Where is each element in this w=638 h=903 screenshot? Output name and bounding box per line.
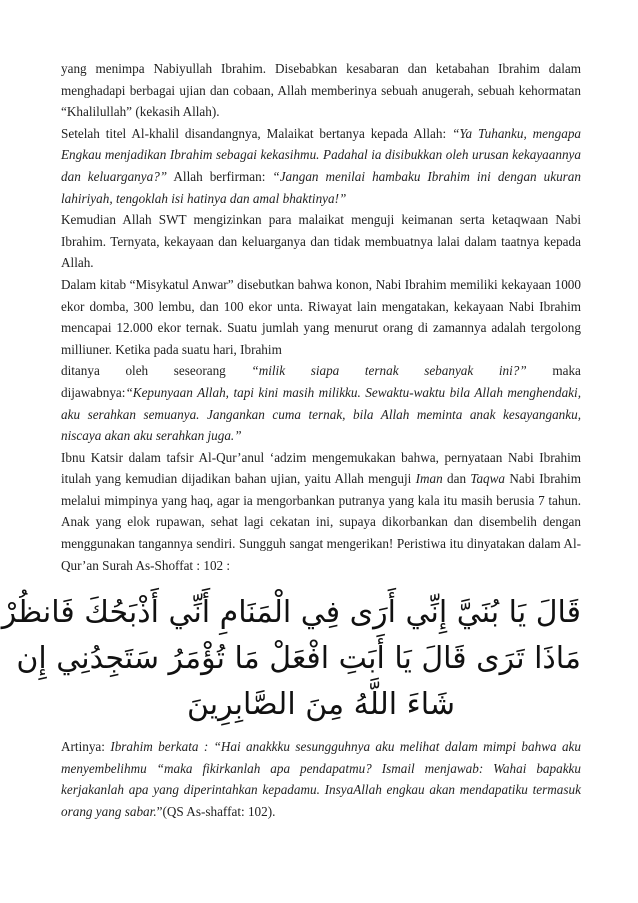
quran-verse [1, 590, 581, 728]
document-page [1, 58, 582, 823]
quote-word: ternak [364, 363, 399, 379]
paragraph-text: Setelah titel Al-khalil disandangnya, Malaikat bertanya kepada Allah: [61, 125, 453, 141]
quote-word: siapa [310, 363, 340, 379]
quran-verse-line-2: مَاذَا تَرَى قَالَ يَا أَبَتِ افْعَلْ مَا تُؤْمَرُ سَتَجِدُنِي إِن [16, 641, 581, 677]
translation-text: Ibrahim berkata : “Hai anakkku sesungguhnya aku melihat dalam mimpi bahwa aku menyembelihmu “maka fikirkanlah apa pendapatmu? Ismail menjawab: Wahai bapakku kerjakanlah apa yang diperintahkan kepadamu. InsyaAllah engkau akan mendapatiku termasuk orang yang sabar. [61, 739, 581, 820]
translation-citation: ”(QS As-shaffat: 102). [156, 804, 276, 820]
paragraph-text: Dalam kitab “Misykatul Anwar” disebutkan bahwa konon, Nabi Ibrahim memiliki kekayaan 1000 ekor domba, 300 lembu, dan 100 ekor unta. Riwayat lain mengatakan, kekayaan Nabi Ibrahim mencapai 12.000 ekor ternak. Suatu jumlah yang menurut orang di zamannya adalah tergolong milliuner. Ketika pada suatu hari, Ibrahim [61, 276, 581, 357]
word: maka [552, 363, 581, 379]
word: seseorang [173, 363, 226, 379]
quote-word: sebanyak [424, 363, 474, 379]
quran-verse-line-3: شَاءَ اللَّهُ مِنَ الصَّابِرِينَ [186, 687, 456, 723]
paragraph-text: dijawabnya: [61, 384, 126, 400]
translation-label: Artinya: [61, 739, 111, 755]
angels-question-quote: “Ya Tuhanku, mengapa Engkau menjadikan Ibrahim sebagai kekasihmu. Padahal ia disibukkan oleh urusan kekayaannya dan keluarganya?” [61, 125, 582, 184]
word: oleh [125, 363, 149, 379]
paragraph-khalilullah [61, 58, 581, 123]
paragraph-translation [61, 736, 581, 822]
paragraph-wealth [61, 274, 581, 360]
quote-word: “milik [251, 363, 286, 379]
ibrahim-answer-quote: “Kepunyaan Allah, tapi kini masih milikku. Sewaktu-waktu bila Allah menghendaki, aku serahkan semuanya. Jangankan cuma ternak, bila Allah meminta anak kesayanganku, niscaya akan aku serahkan juga.” [61, 384, 581, 444]
allah-answer-quote: “Jangan menilai hambaku Ibrahim ini dengan ukuran lahiriyah, tengoklah isi hatinya dan amal bhaktinya!” [61, 168, 581, 206]
paragraph-text: Allah berfirman: [167, 168, 273, 184]
word: ditanya [61, 363, 100, 379]
paragraph-text: dan [442, 471, 471, 487]
iman-term: Iman [415, 471, 443, 487]
paragraph-text: yang menimpa Nabiyullah Ibrahim. Disebabkan kesabaran dan ketabahan Ibrahim dalam menghadapi berbagai ujian dan cobaan, Allah memberinya sebuah anugerah, sebuah kehormatan “Khalilullah” (kekasih Allah). [61, 61, 581, 120]
paragraph-wealth-question-line [61, 360, 581, 382]
paragraph-text: Nabi Ibrahim melalui mimpinya yang haq, agar ia mengorbankan putranya yang kala itu masih berusia 7 tahun. Anak yang elok rupawan, sehat lagi cekatan ini, supaya dikorbankan dan disembelih dengan menggunakan tangannya sendiri. Sungguh sangat mengerikan! Peristiwa itu dinyatakan dalam Al-Qur’an Surah As-Shoffat : 102 : [61, 471, 581, 573]
paragraph-text: Kemudian Allah SWT mengizinkan para malaikat menguji keimanan serta ketaqwaan Nabi Ibrahim. Ternyata, kekayaan dan keluarganya dan tidak membuatnya lalai dalam taatnya kepada Allah. [61, 212, 581, 271]
paragraph-text: Ibnu Katsir dalam tafsir Al-Qur’anul ‘adzim mengemukakan bahwa, pernyataan Nabi Ibrahim itulah yang kemudian dijadikan bahan ujian, yaitu Allah menguji [61, 449, 581, 487]
quran-verse-line-1: قَالَ يَا بُنَيَّ إِنِّي أَرَى فِي الْمَنَامِ أَنِّي أَذْبَحُكَ فَانظُرْ [1, 595, 581, 631]
paragraph-angels-question [61, 123, 581, 209]
taqwa-term: Taqwa [470, 471, 506, 487]
paragraph-wealth-answer [61, 382, 581, 447]
quote-word: ini?” [498, 363, 527, 379]
paragraph-test-permission [61, 209, 581, 274]
paragraph-ibnu-katsir [61, 447, 581, 577]
